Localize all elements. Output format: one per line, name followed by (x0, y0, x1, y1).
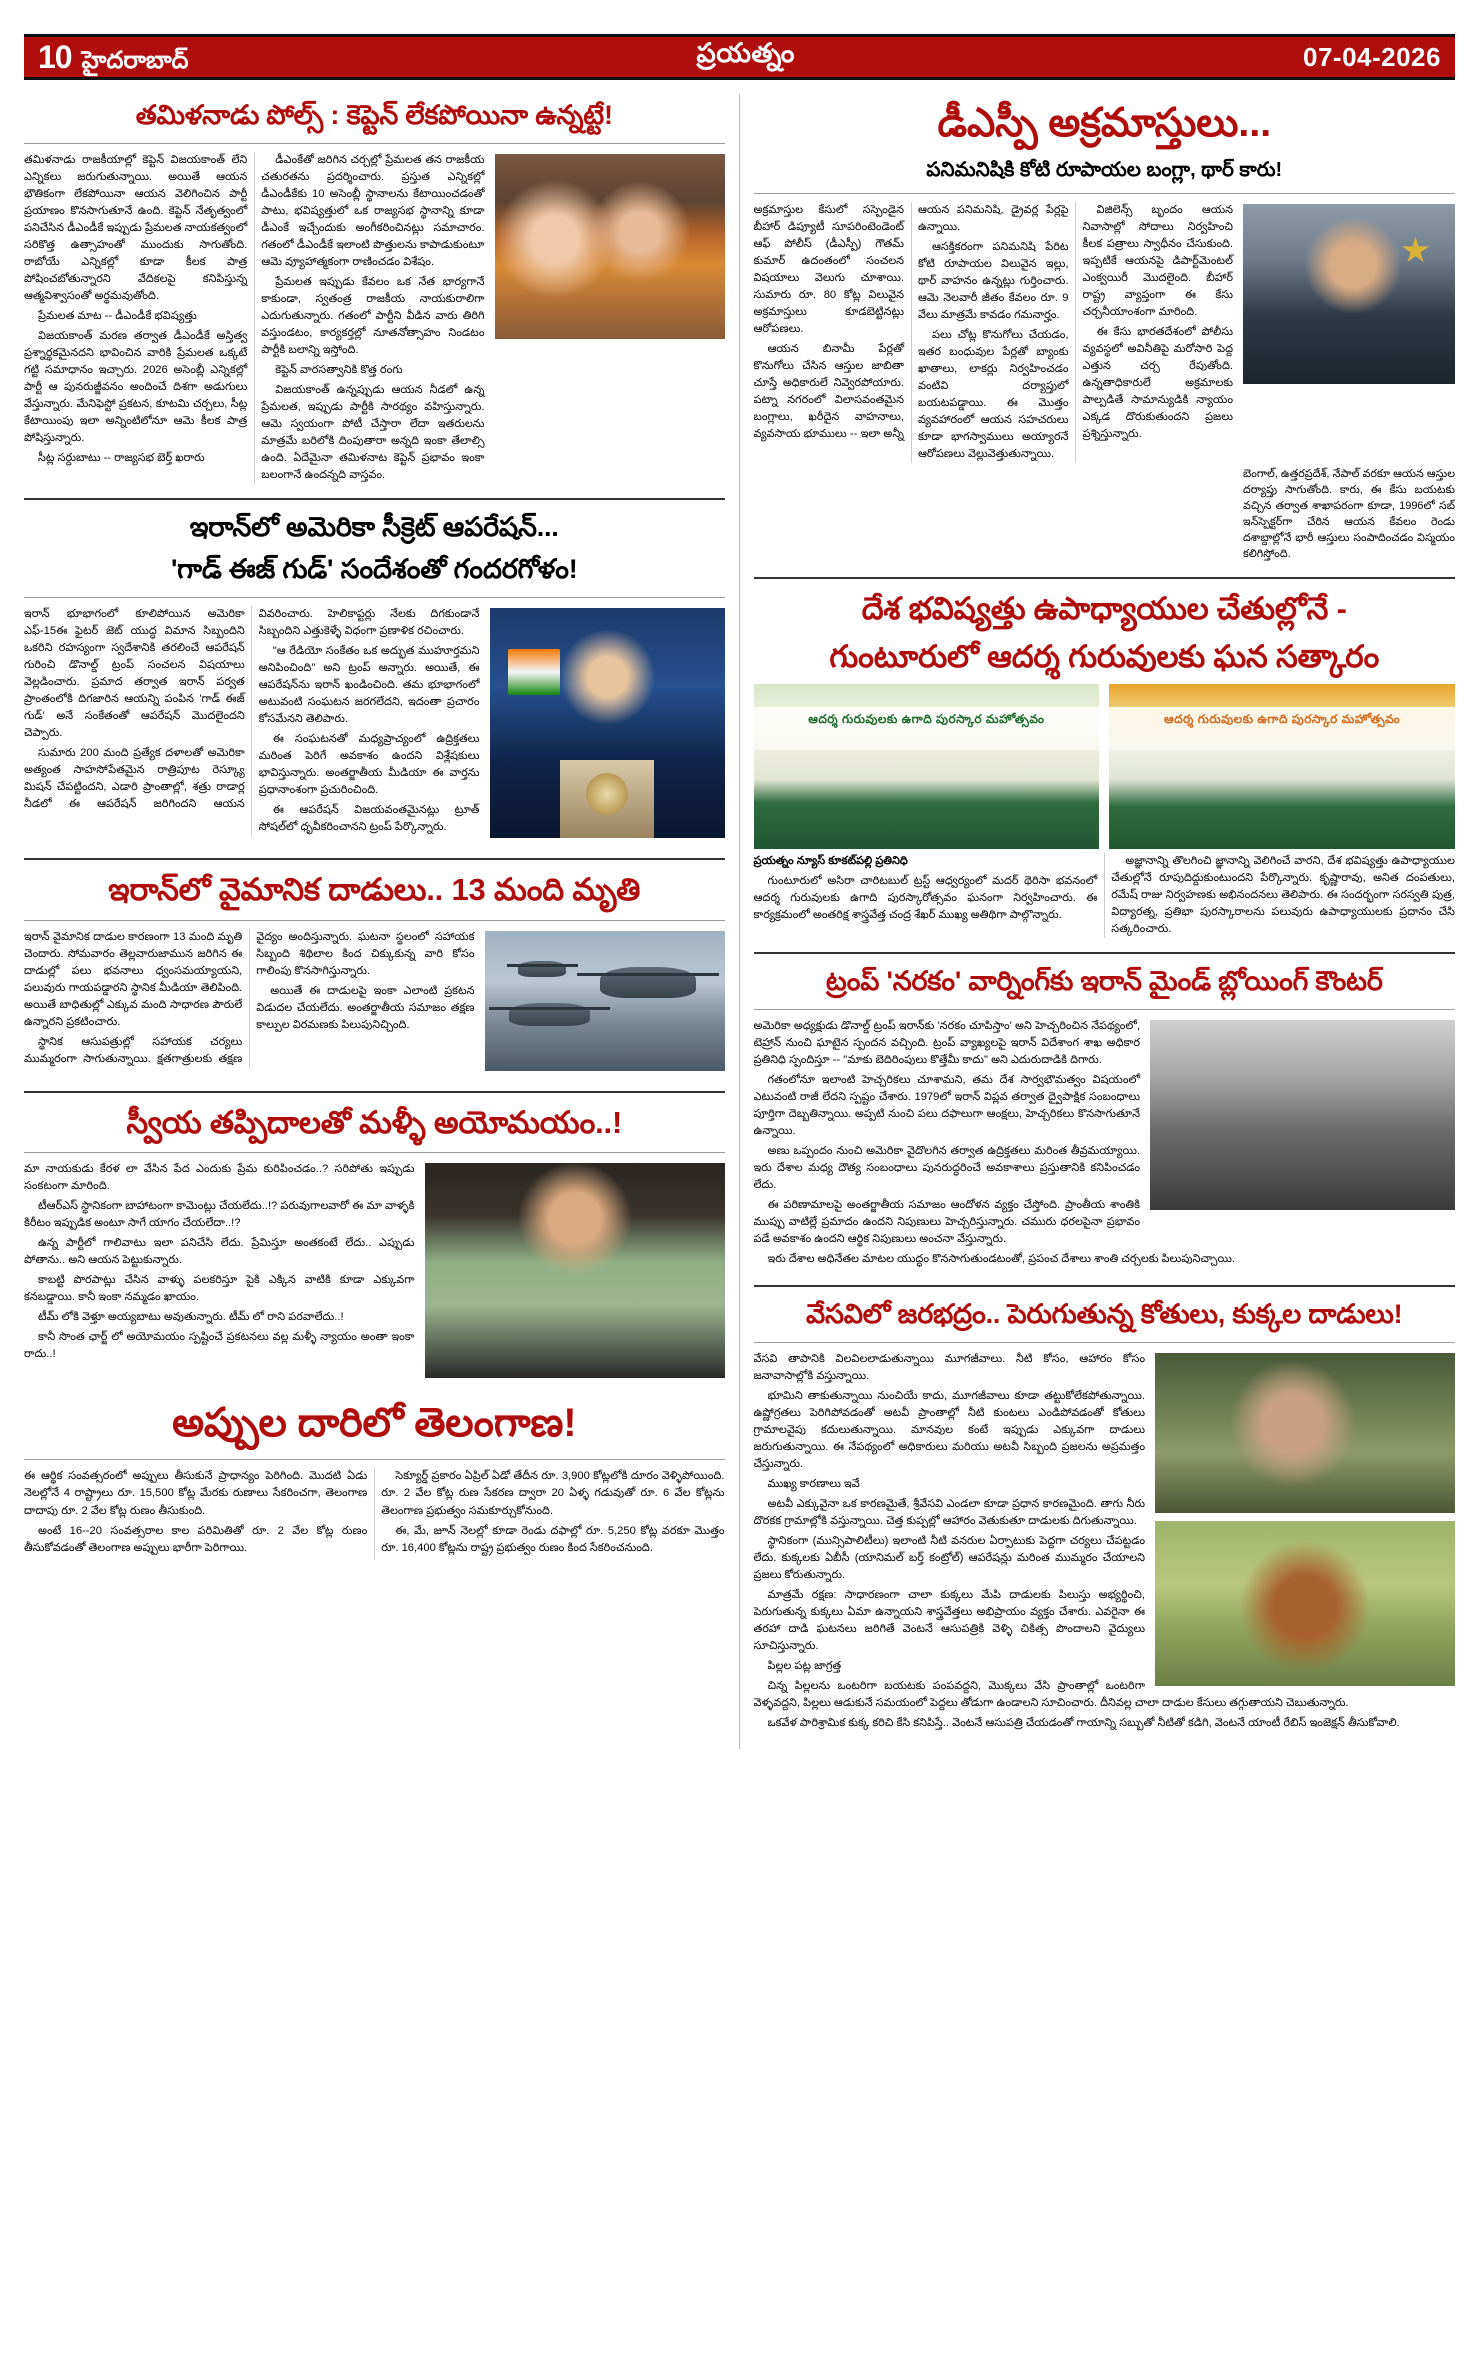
paper-name: ప్రయత్నం (696, 38, 795, 68)
divider (754, 577, 1456, 579)
divider (24, 1459, 725, 1460)
article-tamilnadu (24, 98, 725, 484)
paragraph: "ఆ రేడియో సంకేతం ఒక అద్భుత ముహూర్తమని అనిపించింది" అని ట్రంప్ అన్నారు. అయితే, ఈ ఆపరేషన్‌ను ఇరాన్ ఖండించింది. తమ భూభాగంలో అటువంటి సంఘటన జరగలేదని, ఇదంతా ప్రచారం కోసమేనని తెలిపారు. (258, 644, 480, 726)
paragraph: చిన్న పిల్లలను ఒంటరిగా బయటకు పంపవద్దని, మొక్కలు వేసి ప్రాంతాల్లో ఒంటరిగా వెళ్ళవద్దని, పిల్లలు ఆడుకునే సమయంలో పెద్దలు తోడుగా ఉండాలని సూచించారు. దీనివల్ల చాలా దాడుల కేసులు తగ్గుతాయని చెబుతున్నారు. (753, 1680, 1349, 1710)
paragraph: కాబట్టి పొరపాట్లు చేసిన వాళ్ళు పలకరిస్తూ పైకి ఎక్కిన వాటికి కూడా ఎక్కువగా కనబడ్డాయి. కానీ ఇంకా నమ్మడం ఖాయం. (24, 1274, 415, 1304)
paragraph: ప్రేమలత మాట -- డీఎండీకే భవిష్యత్తు (38, 309, 197, 322)
paragraph: ముఖ్య కారణాలు ఇవే (767, 1477, 860, 1490)
paragraph: టీఆర్ఎస్ స్థానికంగా బాహాటంగా కామెంట్లు చేయలేదు..!? పరువుగాలవారో ఈ మా వాళ్ళకి కిరీటం ఇప్పుడిక అంటూ సాగే యాగం చేయలేదా..!? (24, 1200, 415, 1230)
paragraph: గుంటూరులో అసిరా చారిటబుల్ ట్రస్ట్ ఆధ్వర్యంలో మదర్ థెరిసా భవనంలో ఆదర్శ గురువులకు ఉగాది పురస్కారోత్సవం ఘనంగా నిర్వహించారు. ఈ కార్యక్రమంలో అంతరిక్ష శాస్త్రవేత్త చంద్ర శేఖర్ ముఖ్య అతిథిగా పాల్గొన్నారు. (753, 875, 1098, 922)
helicopter-icon (509, 1003, 591, 1025)
byline-teachers: ప్రయత్నం న్యూస్ కూకట్‌పల్లి ప్రతినిధి (753, 855, 908, 868)
trump-podium-photo (490, 608, 725, 838)
paragraph: అంటే 16--20 సంవత్సరాల కాల పరిమితితో రూ. 2 వేల కోట్ల రుణం తీసుకోవడంతో తెలంగాణ అప్పులు భారీగా పెరిగాయి. (24, 1524, 368, 1554)
helicopter-icon (518, 961, 566, 976)
masthead-wrapper (0, 0, 1479, 80)
premalatha-vijayakanth-photo (495, 154, 725, 339)
headline-dsp: డీఎస్పీ అక్రమాస్తులు... (937, 101, 1272, 145)
aircraft-wreckage-photo (1150, 1020, 1455, 1210)
publication-date: 07-04-2026 (1302, 41, 1441, 72)
headline-self-mistakes: స్వీయ తప్పిదాలతో మళ్ళీ అయోమయం..! (126, 1104, 623, 1140)
right-column (740, 94, 1456, 1749)
paragraph: ఆసక్తికరంగా పనిమనిషి పేరిట కోటి రూపాయల విలువైన ఇల్లు, థార్ వాహనం ఉన్నట్లు గుర్తించారు. ఆమె నెలవారీ జీతం కేవలం రూ. 9 వేలు మాత్రమే కావడం గమనార్హం. (918, 241, 1069, 322)
divider (24, 597, 725, 598)
paragraph: వేసవి తాపానికి విలవిలలాడుతున్నాయి మూగజీవాలు. నీటి కోసం, ఆహారం కోసం జనావాసాల్లోకి వస్తున్నాయి. (753, 1352, 1145, 1382)
paragraph: తమిళనాడు రాజకీయాల్లో కెప్టెన్ విజయకాంత్ లేని ఎన్నికలు జరుగుతున్నాయి. అయితే ఆయన భౌతికంగా లేకపోయినా ఆయన వెలిగించిన పార్టీ ప్రయాణం కొనసాగుతూనే ఉంది. కెప్టెన్ నేతృత్వంలో పనిచేసిన డీఎండీకే ఇప్పుడు ప్రేమలత నాయకత్వంలో సరికొత్త ఉత్సాహంతో ముందుకు సాగుతోంది. రాబోయే ఎన్నికల్లో కూడా కీలక పాత్ర పోషించబోతున్నారని వేదికలపై కనిపిస్తున్న ఆత్మవిశ్వాసంతో అర్థమవుతోంది. (24, 153, 248, 302)
left-column (24, 94, 740, 1749)
paragraph: ఈ పరిణామాలపై అంతర్జాతీయ సమాజం ఆందోళన వ్యక్తం చేస్తోంది. ప్రాంతీయ శాంతికి ముప్పు వాటిల్లే ప్రమాదం ఉందని నిపుణులు హెచ్చరిస్తున్నారు. చమురు ధరలపైనా ప్రభావం పడే అవకాశం ఉందని ఆర్థిక నిపుణులు అంచనా వేస్తున్నారు. (753, 1199, 1140, 1246)
page-number: 10 (38, 39, 72, 75)
animal-photo-stack (1155, 1353, 1455, 1686)
paragraph: ఉన్న పార్టీలో గాలివాటు ఇలా పనిచేసి లేదు. ప్రేమిస్తూ అంతకంటే లేదు.. ఎప్పుడు పోతాను.. అని ఆయన పెట్టుకున్నారు. (24, 1237, 415, 1267)
paragraph: ఈ ఆపరేషన్ విజయవంతమైనట్లు ట్రూత్ సోషల్‌లో ధృవీకరించానని ట్రంప్ పేర్కొన్నారు. (258, 804, 480, 834)
banner-caption-text: ఆదర్శ గురువులకు ఉగాది పురస్కార మహోత్సవం (808, 712, 1045, 727)
ugadi-award-ceremony-photo-2 (1109, 684, 1455, 849)
page-columns (0, 80, 1479, 1769)
teachers-photo-row (754, 684, 1456, 849)
paragraph: సెక్యూర్డ్ ప్రకారం ఏప్రిల్ ఏడో తేదీన రూ. 3,900 కోట్లలోకి దూరం వెళ్ళిపోయింది. రూ. 2 వేల కోట్ల రుణ సేకరణ ద్వారా 20 ఏళ్ళ గడువుతో రూ. 6 వేల కోట్లను తెలంగాణ ప్రభుత్వం సమకూర్చుకోనుంది. (381, 1470, 725, 1517)
paragraph: విజిలెన్స్ బృందం ఆయన నివాసాల్లో సోదాలు నిర్వహించి కీలక పత్రాలు స్వాధీనం చేసుకుంది. ఇప్పటికే ఆయనపై డిపార్ట్‌మెంటల్ ఎంక్వయిరీ మొదలైంది. బీహార్ రాష్ట్ర వ్యాప్తంగా ఈ కేసు చర్చనీయాంశంగా మారింది. (1082, 204, 1233, 319)
headline-telangana-debt: అప్పుల దారిలో తెలంగాణ! (172, 1401, 577, 1446)
paragraph: టీమ్ లోకి వెళ్తూ అయ్యబాటు అవుతున్నారు. టీమ్ లో రాని పరవాలేదు..! (38, 1311, 344, 1324)
street-dog-photo (1155, 1521, 1455, 1686)
paragraph: అమెరికా అధ్యక్షుడు డొనాల్డ్ ట్రంప్ ఇరాన్‌కు 'నరకం చూపిస్తాం' అని హెచ్చరించిన నేపథ్యంలో, టెహ్రాన్ నుంచి ఘాటైన స్పందన వచ్చింది. ట్రంప్ వ్యాఖ్యలపై ఇరాన్ విదేశాంగ శాఖ అధికార ప్రతినిధి స్పందిస్తూ -- "మాకు బెదిరింపులు కొత్తేమీ కాదు" అని ఎదురుదాడికి దిగారు. (753, 1020, 1140, 1067)
body-airstrikes (24, 929, 475, 1068)
masthead-left (38, 41, 189, 73)
edition-city: హైదరాబాద్ (81, 47, 189, 74)
article-iran-airstrikes (24, 870, 725, 1077)
paragraph: స్థానిక ఆసుపత్రుల్లో సహాయక చర్యలు ముమ్మరంగా సాగుతున్నాయి. క్షతగాత్రులకు తక్షణ వైద్యం అందిస్తున్నారు. ఘటనా స్థలంలో సహాయక సిబ్బంది శిథిలాల కింద చిక్కుకున్న వారి కోసం గాలింపు కొనసాగిస్తున్నారు. (24, 930, 475, 1065)
paragraph: ప్రేమలత ఇప్పుడు కేవలం ఒక నేత భార్యగానే కాకుండా, స్వతంత్ర రాజకీయ నాయకురాలిగా ఎదుగుతున్నారు. గతంలో పార్టీని వీడిన వారు తిరిగి వస్తుండటం, కార్యకర్తల్లో నూతనోత్సాహం నిండటం పార్టీకి బలాన్ని ఇస్తోంది. (261, 275, 485, 356)
body-dsp (754, 202, 1234, 463)
presidential-seal-icon (586, 773, 628, 815)
paragraph: ఇరాన్ వైమానిక దాడుల కారణంగా 13 మంది మృతి చెందారు. సోమవారం తెల్లవారుజామున జరిగిన ఈ దాడుల్లో పలు భవనాలు ధ్వంసమయ్యాయని, పలువురు గాయపడ్డారని స్థానిక మీడియా తెలిపింది. అయితే బాధితుల్లో ఎక్కువ మంది సాధారణ పౌరులే ఉన్నారని ప్రకటించారు. (24, 930, 243, 1028)
paragraph: ఈ కేసు భారతదేశంలో పోలీసు వ్యవస్థలో అవినీతిపై మరోసారి పెద్ద ఎత్తున చర్చ రేపుతోంది. ఉన్నతాధికారులే అక్రమాలకు పాల్పడితే సామాన్యుడికి న్యాయం ఎక్కడ దొరుకుతుందని ప్రజలు ప్రశ్నిస్తున్నారు. (1082, 326, 1233, 441)
divider (24, 1152, 725, 1153)
banner-caption-text: ఆదర్శ గురువులకు ఉగాది పురస్కార మహోత్సవం (1164, 712, 1401, 727)
divider (24, 1091, 725, 1093)
divider (754, 1285, 1456, 1287)
paragraph: కెప్టెన్ వారసత్వానికి కొత్త రంగు (275, 363, 403, 376)
article-summer-animal-attacks (754, 1297, 1456, 1735)
paragraph: అటవీ ఎక్కువైనా ఒక కారణమైతే, శ్రీవేసవి ఎండలా కూడా ప్రధాన కారణమైంది. తాగు నీరు దొరకక గ్రామాల్లోకి వస్తున్నాయి. చెత్త కుప్పల్లో ఆహారం వెతుకుతూ దాడులకు దిగుతున్నాయి. (753, 1497, 1145, 1527)
paragraph: పలు చోట్ల కొనుగోలు చేయడం, ఇతర బంధువుల పేర్లతో బ్యాంకు ఖాతాలు, లాకర్లు నిర్వహించడం వంటివి దర్యాప్తులో బయటపడ్డాయి. ఈ మొత్తం వ్యవహారంలో ఆయన సహచరులు కూడా భాగస్వాములు అయ్యారనే ఆరోపణలు వెల్లువెత్తుతున్నాయి. (918, 329, 1069, 461)
paragraph: డీఎంకేతో జరిగిన చర్చల్లో ప్రేమలత తన రాజకీయ చతురతను ప్రదర్శించారు. ప్రస్తుత ఎన్నికల్లో డీఎండీకేకు 10 అసెంబ్లీ స్థానాలను కేటాయించడంతో పాటు, భవిష్యత్తులో ఒక రాజ్యసభ స్థానాన్ని కూడా డీఎంకే ఇచ్చేందుకు అంగీకరించినట్లు సమాచారం. గతంలో డీఎండీకే ఇలాంటి పొత్తులను కాపాడుకుంటూ ఆమె వ్యూహాత్మకంగా రాణించడం విశేషం. (261, 153, 485, 268)
photo-caption-dsp: బెంగాల్, ఉత్తరప్రదేశ్, నేపాల్ వరకూ ఆయన ఆస్తుల దర్యాప్తు సాగుతోంది. కారు, ఈ కేసు బయటకు వచ్చిన తర్వాత శాఖాపరంగా కూడా, 1996లో సబ్ ఇన్‌స్పెక్టర్‌గా చేరిన ఆయన కేవలం రెండు దశాబ్దాల్లోనే భారీ ఆస్తులు సంపాదించడం విస్మయం కలిగిస్తోంది. (1243, 468, 1455, 561)
helicopter-icon (600, 967, 696, 998)
headline-airstrikes: ఇరాన్‌లో వైమానిక దాడులు.. 13 మంది మృతి (108, 871, 641, 907)
paragraph: విజయకాంత్ ఉన్నప్పుడు ఆయన నీడలో ఉన్న ప్రేమలత, ఇప్పుడు పార్టీకి సారథ్యం వహిస్తున్నారు. ఆమె స్వయంగా పోటీ చేస్తారా లేదా ఇతరులను మాత్రమే బరిలోకి దింపుతారా అన్నది ఇంకా తేలాల్సి ఉంది. ఏదేమైనా తమిళనాట కెప్టెన్ ప్రభావం ఇంకా బలంగానే ఉందన్నది వాస్తవం. (261, 383, 485, 481)
divider (24, 920, 725, 921)
divider (754, 193, 1456, 194)
body-teachers (754, 853, 1456, 938)
divider (754, 952, 1456, 954)
headline-tamilnadu: తమిళనాడు పోల్స్ : కెప్టెన్ లేకపోయినా ఉన్నట్టే! (135, 100, 613, 130)
body-iran-secret (24, 606, 480, 836)
paragraph: అయితే ఈ దాడులపై ఇంకా ఎలాంటి ప్రకటన విడుదల చేయలేదు. అంతర్జాతీయ సమాజం తక్షణ కాల్పుల విరమణకు పిలుపునిచ్చింది. (256, 984, 475, 1031)
masthead-bar (24, 34, 1455, 80)
divider (24, 858, 725, 860)
divider (24, 143, 725, 144)
paragraph: పిల్లల పట్ల జాగ్రత్త (767, 1660, 842, 1673)
monkey-photo (1155, 1353, 1455, 1513)
headline-teachers-line1: దేశ భవిష్యత్తు ఉపాధ్యాయుల చేతుల్లోనే - (861, 591, 1347, 627)
military-helicopters-photo (485, 931, 725, 1071)
dsp-police-officer-photo (1243, 204, 1455, 384)
young-man-portrait-photo (425, 1163, 725, 1378)
paragraph: అణు ఒప్పందం నుంచి అమెరికా వైదొలగిన తర్వాత ఉద్రిక్తతలు మరింత తీవ్రమయ్యాయి. ఇరు దేశాల మధ్య దౌత్య సంబంధాలు పునరుద్ధరించే అవకాశాలు ప్రస్తుతానికి కనిపించడం లేదు. (753, 1145, 1140, 1192)
article-teachers-honour (754, 589, 1456, 938)
paragraph: స్థానికంగా (మున్సిపాలిటీలు) ఇలాంటి నీటి వనరుల ఏర్పాటుకు పెద్దగా చర్యలు చేపట్టడం లేదు. కుక్కలకు ఏబీసీ (యానిమల్ బర్త్ కంట్రోల్) ఆపరేషన్లు మరింత ముమ్మరం చేయాలని ప్రజలు కోరుతున్నారు. (753, 1534, 1145, 1581)
headline-teachers-line2: గుంటూరులో ఆదర్శ గురువులకు ఘన సత్కారం (829, 638, 1380, 674)
paragraph: మాత్రమే రక్షణ: సాధారణంగా చాలా కుక్కలు మేపి దాడులకు పిలుస్తు అభ్యర్థించి, పెరుగుతున్న కుక్కలు ఏమా ఉన్నాయని శాస్త్రవేత్తలు అభిప్రాయం వ్యక్తం చేశారు. ఎవరైనా ఈ తరహా దాడి ఘటనలు జరిగితే వెంటనే ఆసుపత్రికి వెళ్ళి చికిత్స పొందాలని వైద్యులు సూచిస్తున్నారు. (753, 1588, 1145, 1653)
article-self-mistakes (24, 1103, 725, 1385)
paragraph: సుమారు 200 మంది ప్రత్యేక దళాలతో అమెరికా అత్యంత సాహసోపేతమైన రాత్రిపూట రెస్క్యూ మిషన్ చేపట్టిందని, ఎడారి ప్రాంతాల్లో, శత్రు రాడార్ల నీడలో ఈ ఆపరేషన్ జరిగిందని ఆయన వివరించారు. హెలికాప్టర్లు నేలకు దిగకుండానే సిబ్బందిని ఎత్తుకెళ్ళే విధంగా ప్రణాళిక రచించారు. (24, 607, 480, 811)
headline-summer-attacks: వేసవిలో జరభద్రం.. పెరుగుతున్న కోతులు, కుక్కల దాడులు! (806, 1299, 1403, 1330)
ugadi-award-ceremony-photo-1 (754, 684, 1100, 849)
paragraph: ఒకవేళ పారిశ్రామిక కుక్క కరిచి కేసి కనిపిస్తే.. వెంటనే ఆసుపత్రి చేయడంతో గాయాన్ని సబ్బుతో నీటితో కడిగి, వెంటనే యాంటీ రేబిస్ ఇంజెక్షన్ తీసుకోవాలి. (767, 1717, 1400, 1730)
paragraph: ఇరాన్ భూభాగంలో కూలిపోయిన అమెరికా ఎఫ్-15ఈ ఫైటర్ జెట్ యుద్ధ విమాన సిబ్బందిని ఒకరిని రహస్యంగా స్వదేశానికి తరలించే ఆపరేషన్ గురించి డొనాల్డ్ ట్రంప్ సంచలన విషయాలు వెల్లడించారు. ప్రమాద తర్వాత ఇరాన్ పర్వత ప్రాంతంలోకి దిగజారిన ఆయన్ని పంపిన 'గాడ్ ఈజ్ గుడ్' అనే సంకేతంతో ఆపరేషన్ మొదలైందని చెప్పారు. (24, 607, 245, 740)
paragraph: అజ్ఞానాన్ని తొలగించి జ్ఞానాన్ని వెలిగించే వారని, దేశ భవిష్యత్తు ఉపాధ్యాయుల చేతుల్లోనే రూపుదిద్దుకుంటుందని పేర్కొన్నారు. కృష్ణారావు, అనిత దంపతులు, రమేష్ రాజు నిర్వహణకు అభినందనలు తెలిపారు. ఈ సందర్భంగా సరస్వతి పుత్ర, విద్యారత్న, ప్రతిభా పురస్కారాలను పలువురు ఉపాధ్యాయులకు ప్రదానం చేసి సత్కరించారు. (1111, 855, 1455, 936)
article-iran-secret-operation (24, 510, 725, 844)
paragraph: ఈ సంఘటనతో మధ్యప్రాచ్యంలో ఉద్రిక్తతలు మరింత పెరిగే అవకాశం ఉందని విశ్లేషకులు భావిస్తున్నారు. అంతర్జాతీయ మీడియా ఈ వార్తను ప్రధానాంశంగా ప్రచురించింది. (258, 733, 480, 797)
paragraph: కానీ సొంత ఛార్జ్ లో అయోమయం స్పష్టించే ప్రకటనలు వల్ల మళ్ళీ న్యాయం అంతా ఇంకా రాదు..! (24, 1331, 415, 1361)
flag-icon (508, 649, 560, 695)
paragraph: ఈ, మే, జూన్ నెలల్లో కూడా రెండు దఫాల్లో రూ. 5,250 కోట్ల వరకూ మొత్తం రూ. 16,400 కోట్లను రాష్ట్ర ప్రభుత్వం రుణం కింద సేకరించనుంది. (381, 1524, 725, 1554)
headline-iran-counter: ట్రంప్ 'నరకం' వార్నింగ్‌కు ఇరాన్ మైండ్ బ్లోయింగ్ కౌంటర్ (825, 966, 1383, 997)
divider (754, 1342, 1456, 1343)
paragraph: విజయకాంత్ మరణ తర్వాత డీఎండీకే అస్తిత్వ ప్రశ్నార్థకమైనదని భావించిన వారికి ప్రేమలత ఒక్కటే గట్టి సమాధానం ఇచ్చారు. 2026 అసెంబ్లీ ఎన్నికల్లో పార్టీ ఆ పునరుజ్జీవనం అందించే దిశగా అడుగులు వేస్తున్నారు. మేనిఫెస్టో ప్రకటన, కూటమి చర్చలు, సీట్ల కేటాయింపు ఇలా అన్నింటిలోనూ ఆమె కీలక పాత్ర పోషిస్తున్నారు. (24, 329, 248, 444)
paragraph: సీట్ల సర్దుబాటు -- రాజ్యసభ బెర్త్ ఖరారు (38, 451, 205, 464)
subheadline-dsp: పనిమనిషికి కోటి రూపాయల బంగ్లా, థార్ కారు! (926, 159, 1283, 182)
paragraph: ఇరు దేశాల అధినేతల మాటల యుద్ధం కొనసాగుతుండటంతో, ప్రపంచ దేశాలు శాంతి చర్చలకు పిలుపునిచ్చాయి. (767, 1253, 1235, 1266)
paragraph: మా నాయకుడు కేరళ లా వేసిన పేద ఎందుకు ప్రేమ కురిపించడం..? సరిపోతు ఇప్పుడు సంకటంగా మారింది. (24, 1163, 415, 1193)
article-iran-counter (754, 964, 1456, 1271)
article-dsp-assets (754, 98, 1456, 563)
paragraph: ఆయన బినామీ పేర్లతో కొనుగోలు చేసిన ఆస్తుల జాబితా చూస్తే అధికారులే నివ్వెరపోయారు. పట్నా నగరంలో విలాసవంతమైన బంగ్లాలు, ఖరీదైన వాహనాలు, వ్యవసాయ భూములు -- ఇలా అన్నీ ఆయన పనిమనిషి, డ్రైవర్ల పేర్లపై ఉన్నాయి. (753, 204, 1069, 441)
headline-iran-secret-line1: ఇరాన్‌లో అమెరికా సీక్రెట్ ఆపరేషన్... (189, 511, 559, 542)
paragraph: ఈ ఆర్థిక సంవత్సరంలో అప్పులు తీసుకునే ప్రాధాన్యం పెరిగింది. మొదటి ఏడు నెలల్లోనే 4 రాష్ట్రాలు రూ. 15,500 కోట్ల మేరకు రుణాలు సేకరించగా, తెలంగాణ దాదాపు రూ. 2 వేల కోట్ల రుణం తీసుకుంది. (24, 1470, 368, 1517)
paragraph: గతంలోనూ ఇలాంటి హెచ్చరికలు చూశామని, తమ దేశ సార్వభౌమత్వం విషయంలో ఎటువంటి రాజీ లేదని స్పష్టం చేశారు. 1979లో ఇరాన్ విప్లవ తర్వాత ద్వైపాక్షిక సంబంధాలు పూర్తిగా దెబ్బతిన్నాయి. అప్పటి నుంచి పలు దఫాలుగా ఆంక్షలు, హెచ్చరికలు కొనసాగుతూనే ఉన్నాయి. (753, 1074, 1140, 1138)
page-footer-space (0, 1769, 1479, 1785)
paragraph: అక్రమాస్తుల కేసులో సస్పెండైన బీహార్ డిప్యూటీ సూపరింటెండెంట్ ఆఫ్ పోలీస్ (డీఎస్పీ) గౌతమ్ కుమార్ ఉదంతంలో సంచలన విషయాలు వెలుగు చూశాయి. సుమారు రూ. 80 కోట్ల విలువైన అక్రమాస్తులు కూడబెట్టినట్లు ఆరోపణలు. (753, 204, 904, 336)
divider (24, 498, 725, 500)
headline-iran-secret-line2: 'గాడ్ ఈజ్ గుడ్' సందేశంతో గందరగోళం! (170, 554, 578, 585)
paragraph: భూమిని తాకుతున్నాయి నుంచియే కాదు, మూగజీవాలు కూడా తట్టుకోలేకపోతున్నాయి. ఉష్ణోగ్రతలు పెరిగిపోవడంతో అటవీ ప్రాంతాల్లో నీటి కుంటలు ఎండిపోవడంతో కోతులు గ్రామాలవైపు కదులుతున్నాయి. మానవుల కంటే ఇప్పుడు ఎక్కువగా దాడులు జరుగుతున్నాయి. ఈ నేపథ్యంలో అధికారులు మరియు అటవీ సిబ్బంది ప్రజలను అప్రమత్తం చేస్తున్నారు. (753, 1389, 1145, 1470)
article-telangana-debt (24, 1398, 725, 1559)
body-telangana-debt (24, 1468, 725, 1559)
divider (754, 1009, 1456, 1010)
body-tamilnadu (24, 152, 485, 484)
